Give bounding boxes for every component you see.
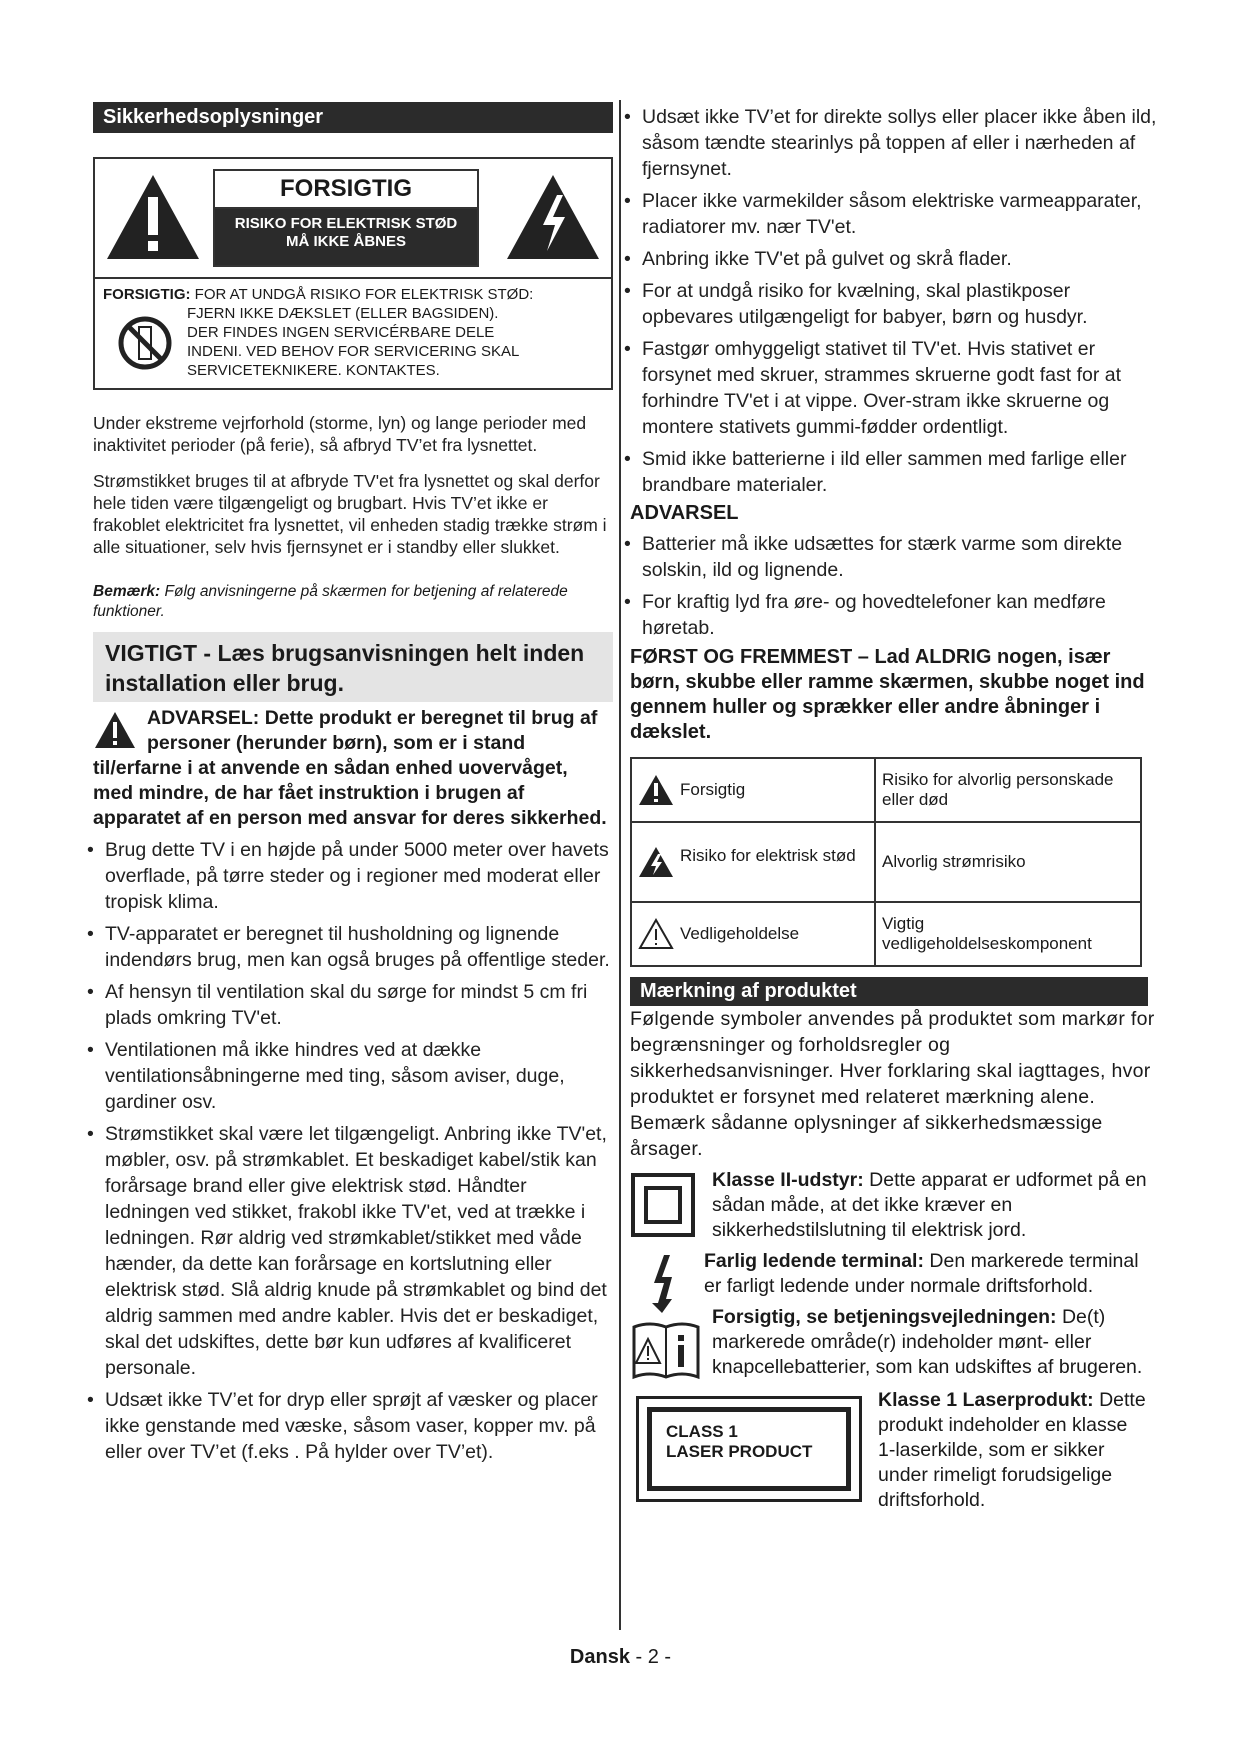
symbol-table [630,757,1142,967]
table-row [631,758,1141,822]
left-bullet-list [93,837,613,1465]
laser-product-item [630,1388,1158,1511]
list-item: • For kraftig lyd fra øre- og hovedtelefoner kan medføre høretab. [630,589,1158,641]
do-not-open-icon [117,315,173,371]
page-number: - 2 - [629,1646,672,1668]
table-row [631,902,1141,966]
caution-triangle-icon [638,774,674,806]
right-column [630,98,1158,1511]
list-item: • Anbring ikke TV'et på gulvet og skrå flader. [630,246,1158,272]
list-item: • Brug dette TV i en højde på under 5000 meter over havets overflade, på tørre steder og i regioner med moderat eller tropisk klima. [93,837,613,915]
note-paragraph [93,582,613,622]
list-item: • Ventilationen må ikke hindres ved at dække ventilationsåbningerne med ting, såsom aviser, duge, gardiner osv. [93,1037,613,1115]
note-label: Bemærk: [93,583,161,600]
manual-info-book-icon [630,1319,702,1381]
see-manual-item [630,1305,1158,1380]
warning-paragraph [93,706,613,831]
important-read-manual-banner: VIGTIGT - Læs brugsanvisningen helt inden installation eller brug. [93,632,613,702]
electric-shock-icon [638,846,674,878]
item-title: Forsigtig, se betjeningsvejledningen: [712,1306,1057,1328]
class1-laser-label [636,1396,862,1502]
list-item: • Af hensyn til ventilation skal du sørge for mindst 5 cm fri plads omkring TV'et. [93,979,613,1031]
first-and-foremost-paragraph: FØRST OG FREMMEST – Lad ALDRIG nogen, især børn, skubbe eller ramme skærmen, skubbe noget ind gennem huller og sprækker eller andre åbninger i dækslet. [630,646,1145,743]
caution-line-1: FJERN IKKE DÆKSLET (ELLER BAGSIDEN). [187,305,499,322]
caution-line-3: INDENI. VED BEHOV FOR SERVICERING SKAL [187,343,520,360]
advarsel-heading: ADVARSEL [630,502,739,524]
list-item: • Batterier må ikke udsættes for stærk varme som direkte solskin, ild og lignende. [630,531,1158,583]
section-title-marking: Mærkning af produktet [630,977,1148,1006]
list-item: • Fastgør omhyggeligt stativet til TV'et. Hvis stativet er forsynet med skruer, strammes skruerne godt fast for at forhindre TV'et i at vippe. Over-stram ikke skruerne og montere stativets gummi-fødder ordentligt. [630,336,1158,440]
list-item: • Strømstikket skal være let tilgængeligt. Anbring ikke TV'et, møbler, osv. på strømkablet. Et beskadiget kabel/stik kan forårsage brand eller give elektrisk stød. Håndter ledningen ved stikket, frakobl ikke TV'et, ved at trække i ledningen. Rør aldrig ved strømkablet/stikket med våde hænder, da dette kan forårsage en kortslutning eller elektrisk stød. Slå aldrig knude på strømkablet og bind det aldrig sammen med andre kabler. Hvis det er beskadiget, skal det udskiftes, dette bør kun udføres af kvalificeret personale. [93,1121,613,1381]
laser-title: Klasse 1 Laserprodukt: [878,1389,1094,1411]
forsigtig-subtitle-1: RISIKO FOR ELEKTRISK STØD [234,215,458,232]
weather-paragraph: Under ekstreme vejrforhold (storme, lyn) og lange perioder med inaktivitet perioder (på ferie), så afbryd TV’et fra lysnettet. [93,413,587,455]
list-item: • For at undgå risiko for kvælning, skal plastikposer opbevares utilgængeligt for babyer, børn og husdyr. [630,278,1158,330]
note-text: Følg anvisningerne på skærmen for betjening af relaterede funktioner. [93,583,568,620]
caution-label-box [93,157,613,390]
small-warning-icon [93,710,137,750]
laser-label-line-1: CLASS 1 [666,1422,738,1441]
symbol-description: Vigtig vedligeholdelseskomponent [875,902,1141,966]
item-title: Farlig ledende terminal: [704,1250,924,1272]
list-item: • TV-apparatet er beregnet til husholdning og lignende indendørs brug, men kan også bruges på offentlige steder. [93,921,613,973]
list-item: • Placer ikke varmekilder såsom elektriske varmeapparater, radiatorer mv. nær TV'et. [630,188,1158,240]
footer-language: Dansk [569,1646,630,1668]
lightning-warning-icon [505,173,601,261]
caution-line-4: SERVICETEKNIKERE. KONTAKTES. [187,362,440,379]
live-terminal-item [630,1249,1158,1299]
page-footer [0,1646,1241,1669]
section-title-safety: Sikkerhedsoplysninger [93,102,613,133]
forsigtig-panel [213,169,479,267]
item-text: Dette apparat er udformet på en sådan måde, at det ikke kræver en sikkerhedstilslutning til elektrisk jord. [712,1169,1147,1241]
right-bullet-list-1 [630,104,1158,498]
class-ii-item [630,1168,1158,1243]
warning-paragraph-text: ADVARSEL: Dette produkt er beregnet til brug af personer (herunder børn), som er i stand til/erfarne i at anvende en sådan enhed uovervåget, med mindre, de har fået instruktion i brugen af apparatet af en person med ansvar for deres sikkerhed. [93,707,607,829]
list-item: • Smid ikke batterierne i ild eller sammen med farlige eller brandbare materialer. [630,446,1158,498]
item-title: Klasse II-udstyr: [712,1169,864,1191]
symbol-description: Alvorlig strømrisiko [875,822,1141,902]
exclamation-warning-icon [105,173,201,261]
caution-line-2: DER FINDES INGEN SERVICÉRBARE DELE [187,324,495,341]
caution-lead-label: FORSIGTIG: [103,286,191,303]
symbol-label: Risiko for elektrisk stød [680,846,856,865]
column-divider [619,100,621,1630]
caution-lead-text: FOR AT UNDGÅ RISIKO FOR ELEKTRISK STØD: [190,286,534,303]
list-item: • Udsæt ikke TV’et for direkte sollys eller placer ikke åben ild, såsom tændte stearinlys på toppen af eller i nærheden af fjernsynet. [630,104,1158,182]
symbol-label: Vedligeholdelse [680,924,800,943]
item-text: De(t) markerede område(r) indeholder mønt- eller knapcellebatterier, som kan udskiftes af brugeren. [712,1306,1143,1378]
maintenance-triangle-icon [638,918,674,950]
forsigtig-title: FORSIGTIG [215,171,477,209]
power-plug-paragraph: Strømstikket bruges til at afbryde TV'et fra lysnettet og skal derfor hele tiden være tilgængeligt og brugbart. Hvis TV’et ikke er frakoblet elektricitet fra lysnettet, vil enheden stadig trække strøm i alle situationer, selv hvis fjernsynet er i standby eller slukket. [93,471,607,557]
class-ii-double-square-icon [630,1172,696,1238]
laser-label-line-2: LASER PRODUCT [666,1442,813,1461]
symbol-description: Risiko for alvorlig personskade eller død [875,758,1141,822]
symbol-label: Forsigtig [680,780,746,799]
item-text: Den markerede terminal er farligt ledende under normale driftsforhold. [704,1250,1139,1297]
laser-text: Dette produkt indeholder en klasse 1-laserkilde, som er sikker under rimeligt forudsigelige driftsforhold. [878,1389,1146,1511]
left-column [93,102,613,1465]
marking-paragraph: Følgende symboler anvendes på produktet som markør for begrænsninger og forholdsregler og sikkerhedsanvisninger. Hver forklaring skal iagttages, hvor produktet er forsynet med relateret mærkning alene. Bemærk sådanne oplysninger af sikkerhedsmæssige årsager. [630,1008,1155,1160]
right-bullet-list-2 [630,531,1158,641]
table-row [631,822,1141,902]
forsigtig-subtitle-2: MÅ IKKE ÅBNES [285,233,406,250]
list-item: • Udsæt ikke TV’et for dryp eller sprøjt af væsker og placer ikke genstande med væske, såsom vaser, kopper mv. på eller over TV’et (f.eks . På hylder over TV’et). [93,1387,613,1465]
